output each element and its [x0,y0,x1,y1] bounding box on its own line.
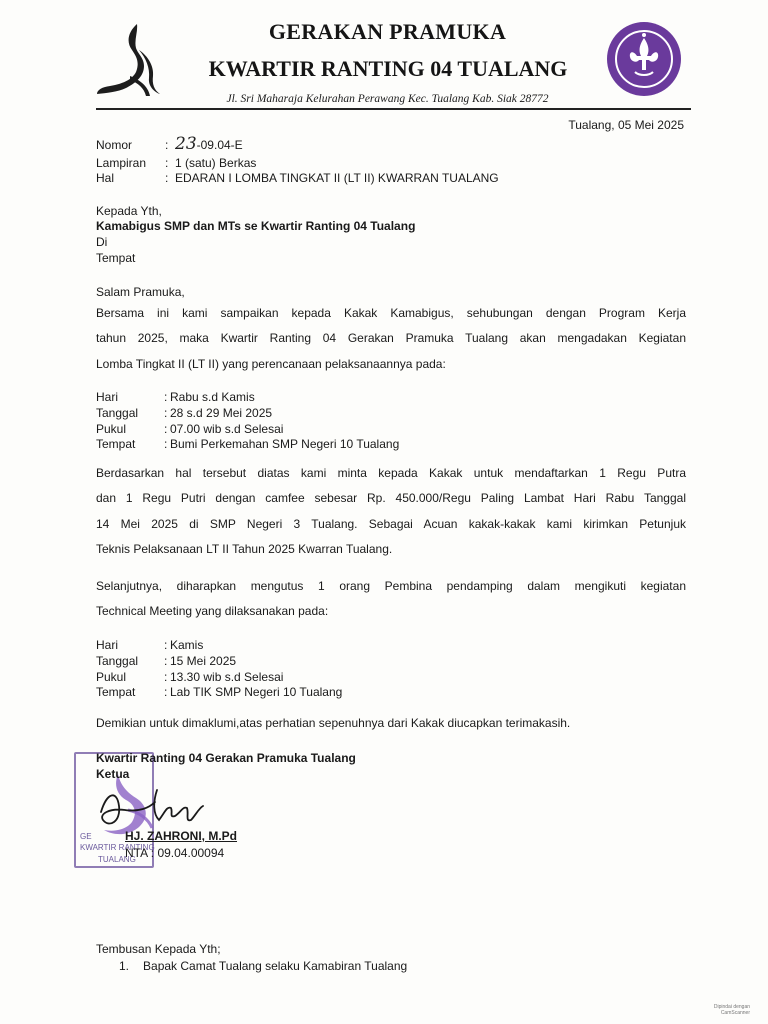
schedule-label: Tanggal [96,654,139,668]
schedule-label: Pukul [96,670,127,684]
letterhead-address: Jl. Sri Maharaja Kelurahan Perawang Kec. Tualang Kab. Siak 28772 [226,93,549,105]
schedule-value: 07.00 wib s.d Selesai [170,422,284,436]
schedule-row-pukul [96,422,283,437]
schedule-value: Bumi Perkemahan SMP Negeri 10 Tualang [170,437,400,451]
field-separator: : [165,171,169,185]
field-value: 1 (satu) Berkas [175,156,257,170]
stamp-text: KWARTIR RANTING [80,843,155,852]
schedule-label: Pukul [96,422,127,436]
signatory-organization: Kwartir Ranting 04 Gerakan Pramuka Tualang [96,751,356,765]
paragraph-line: Lomba Tingkat II (LT II) yang perencanaan pelaksanaannya pada: [96,357,446,371]
handwritten-signature [95,782,210,832]
tunas-kelapa-logo-icon [92,20,162,100]
schedule-row-tempat [96,437,399,452]
world-scout-emblem-icon [605,20,683,98]
paragraph-line: 14 Mei 2025 di SMP Negeri 3 Tualang. Sebagai Acuan kakak-kakak kami kirimkan Petunjuk [96,517,686,531]
paragraph-line: dan 1 Regu Putri dengan camfee sebesar Rp. 450.000/Regu Paling Lambat Hari Rabu Tanggal [96,491,686,505]
recipient-place: Tempat [96,251,136,265]
field-separator: : [165,138,169,152]
schedule-separator: : [164,390,168,404]
handwritten-number: 23 [175,134,197,154]
signatory-nta: NTA : 09.04.00094 [125,846,225,860]
schedule-separator: : [164,422,168,436]
field-separator: : [165,156,169,170]
signatory-name: HJ. ZAHRONI, M.Pd [125,829,238,843]
recipient-name: Kamabigus SMP dan MTs se Kwartir Ranting 04 Tualang [96,219,416,233]
field-value: -09.04-E [196,138,243,152]
schedule-value: 15 Mei 2025 [170,654,237,668]
field-label: Hal [96,171,115,185]
schedule-label: Tempat [96,437,136,451]
meeting-row-hari [96,638,203,653]
letterhead-unit-name: KWARTIR RANTING 04 TUALANG [208,56,568,81]
stamp-text: GE [80,832,92,841]
schedule-label: Hari [96,390,119,404]
schedule-separator: : [164,406,168,420]
tembusan-number: 1. [119,959,130,973]
field-hal [96,171,499,186]
signatory-role: Ketua [96,767,130,781]
meeting-row-pukul [96,670,283,685]
watermark-line: CamScanner [720,1010,750,1016]
field-value: EDARAN I LOMBA TINGKAT II (LT II) KWARRAN TUALANG [175,171,499,185]
schedule-value: Rabu s.d Kamis [170,390,255,404]
schedule-value: Lab TIK SMP Negeri 10 Tualang [170,685,343,699]
letterhead-org-name: GERAKAN PRAMUKA [268,19,507,44]
schedule-value: 13.30 wib s.d Selesai [170,670,284,684]
recipient-di: Di [96,235,108,249]
schedule-separator: : [164,638,168,652]
field-label: Nomor [96,138,133,152]
recipient-salutation: Kepada Yth, [96,204,162,218]
greeting: Salam Pramuka, [96,285,185,299]
field-lampiran [96,156,256,171]
tembusan-item [119,959,407,974]
meeting-row-tempat [96,685,342,700]
schedule-label: Tanggal [96,406,139,420]
paragraph-line: Berdasarkan hal tersebut diatas kami minta kepada Kakak untuk mendaftarkan 1 Regu Putra [96,466,686,480]
field-nomor [96,134,243,154]
tembusan-text: Bapak Camat Tualang selaku Kamabiran Tualang [143,959,408,973]
schedule-separator: : [164,654,168,668]
schedule-row-hari [96,390,255,405]
schedule-value: 28 s.d 29 Mei 2025 [170,406,273,420]
watermark-line: Dipindai dengan [713,1004,750,1010]
schedule-separator: : [164,437,168,451]
paragraph-line: Bersama ini kami sampaikan kepada Kakak Kamabigus, sehubungan dengan Program Kerja [96,306,686,320]
paragraph-line: Technical Meeting yang dilaksanakan pada: [96,604,329,618]
field-label: Lampiran [96,156,147,170]
paragraph-line: tahun 2025, maka Kwartir Ranting 04 Gerakan Pramuka Tualang akan mengadakan Kegiatan [96,331,686,345]
scanner-watermark [714,1004,750,1016]
schedule-row-tanggal [96,406,272,421]
schedule-value: Kamis [170,638,204,652]
letter-date: Tualang, 05 Mei 2025 [568,118,684,132]
closing-sentence: Demikian untuk dimaklumi,atas perhatian sepenuhnya dari Kakak diucapkan terimakasih. [96,716,571,730]
schedule-label: Hari [96,638,119,652]
schedule-label: Tempat [96,685,136,699]
paragraph-line: Teknis Pelaksanaan LT II Tahun 2025 Kwarran Tualang. [96,542,393,556]
stamp-text: TUALANG [98,855,136,864]
tembusan-heading: Tembusan Kepada Yth; [96,942,221,956]
schedule-separator: : [164,685,168,699]
paragraph-line: Selanjutnya, diharapkan mengutus 1 orang Pembina pendamping dalam mengikuti kegiatan [96,579,686,593]
letterhead-divider [96,108,691,110]
meeting-row-tanggal [96,654,236,669]
schedule-separator: : [164,670,168,684]
